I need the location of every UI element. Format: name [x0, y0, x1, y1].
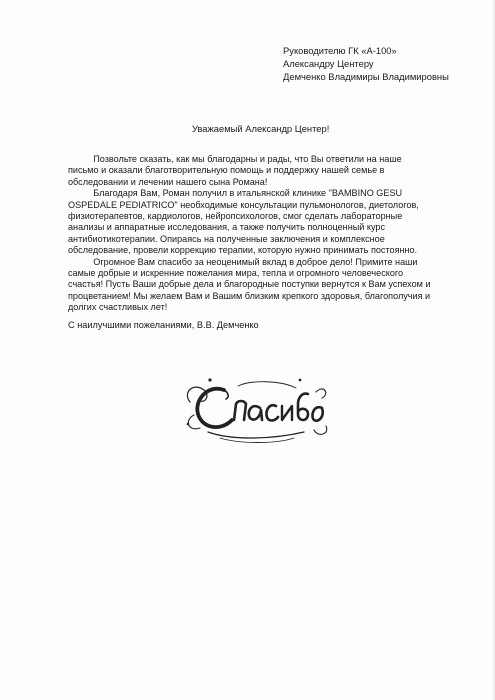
body-line: анализы и аппаратные исследования, а также получить полноценный курс [68, 222, 385, 233]
body-line: процветанием! Мы желаем Вам и Вашим близким крепкого здоровья, благополучия и [68, 290, 431, 301]
body-line: обследовании и лечении нашего сына Романа! [68, 176, 268, 187]
recipient-line-3: Демченко Владимиры Владимировны [283, 71, 449, 82]
recipient-line-2: Александру Центеру [283, 58, 374, 69]
body-line: письмо и оказали благотворительную помощь и поддержку нашей семье в [68, 165, 385, 176]
body-line: антибиотикотерапии. Опираясь на полученные заключения и комплексное [68, 233, 385, 244]
closing-signature: С наилучшими пожеланиями, В.В. Демченко [68, 320, 259, 330]
body-line: обследование, провели коррекцию терапии, которую нужно принимать постоянно. [68, 245, 418, 256]
body-line: долгих счастливых лет! [68, 302, 168, 313]
body-line: Благодаря Вам, Роман получил в итальянской клинике "BAMBINO GESU [68, 188, 403, 199]
body-line: Огромное Вам спасибо за неоценимый вклад в доброе дело! Примите наши [68, 256, 418, 267]
calligraphy-thanks-icon [180, 370, 330, 450]
body-line: самые добрые и искренние пожелания мира, тепла и огромного человеческого [68, 267, 404, 278]
body-line: OSPEDALE PEDIATRICO" необходимые консультации пульмонологов, диетологов, [68, 199, 419, 210]
letter-body [68, 154, 458, 313]
recipient-line-1: Руководителю ГК «А-100» [283, 45, 397, 56]
body-line: счастья! Пусть Ваши добрые дела и благородные поступки вернутся к Вам успехом и [68, 279, 431, 290]
body-line: Позвольте сказать, как мы благодарны и рады, что Вы ответили на наше [68, 154, 402, 164]
recipient-block [283, 44, 449, 83]
salutation: Уважаемый Александр Центер! [192, 123, 330, 134]
body-line: физиотерапевтов, кардиологов, нейропсихологов, смог сделать лабораторные [68, 210, 403, 221]
